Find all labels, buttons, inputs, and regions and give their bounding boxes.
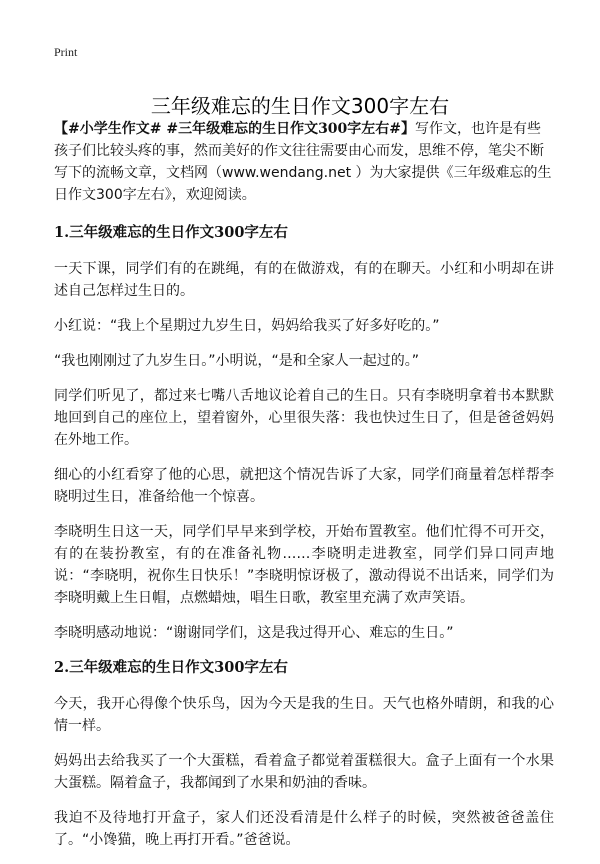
paragraph: 细心的小红看穿了他的心思，就把这个情况告诉了大家，同学们商量着怎样帮李晓明过生日，准备给他一个惊喜。 xyxy=(54,467,554,505)
intro-paragraph xyxy=(54,118,554,206)
paragraph: 李晓明感动地说：“谢谢同学们，这是我过得开心、难忘的生日。” xyxy=(54,625,454,641)
paragraph: “我也刚刚过了九岁生日。”小明说，“是和全家人一起过的。” xyxy=(54,353,420,369)
section-heading-2: 2.三年级难忘的生日作文300字左右 xyxy=(54,659,288,676)
paragraph: 小红说：“我上个星期过九岁生日，妈妈给我买了好多好吃的。” xyxy=(54,318,440,334)
paragraph: 同学们听见了，都过来七嘴八舌地议论着自己的生日。只有李晓明拿着书本默默地回到自己的座位上，望着窗外，心里很失落：我也快过生日了，但是爸爸妈妈在外地工作。 xyxy=(54,388,554,448)
paragraph: 一天下课，同学们有的在跳绳，有的在做游戏，有的在聊天。小红和小明却在讲述自己怎样过生日的。 xyxy=(54,261,554,299)
paragraph: 今天，我开心得像个快乐鸟，因为今天是我的生日。天气也格外晴朗，和我的心情一样。 xyxy=(54,696,554,734)
section-heading-1: 1.三年级难忘的生日作文300字左右 xyxy=(54,224,288,241)
paragraph: 我迫不及待地打开盒子，家人们还没看清是什么样子的时候，突然被爸爸盖住了。“小馋猫，晚上再打开看。”爸爸说。 xyxy=(54,810,554,848)
document-body xyxy=(54,118,554,864)
print-label[interactable]: Print xyxy=(54,45,78,59)
intro-text: 写作文，也许是有些孩子们比较头疼的事，然而美好的作文往往需要由心而发，思维不停，笔尖不断写下的流畅文章，文档网（www.wendang.net ）为大家提供《三年级难忘的生日作文300字左右》，欢迎阅读。 xyxy=(54,121,552,203)
paragraph: 妈妈出去给我买了一个大蛋糕，看着盒子都觉着蛋糕很大。盒子上面有一个水果大蛋糕。隔着盒子，我都闻到了水果和奶油的香味。 xyxy=(54,753,554,791)
page-title: 三年级难忘的生日作文300字左右 xyxy=(150,94,450,119)
intro-tag: 【#小学生作文# #三年级难忘的生日作文300字左右#】 xyxy=(54,121,416,137)
paragraph: 李晓明生日这一天，同学们早早来到学校，开始布置教室。他们忙得不可开交，有的在装扮教室，有的在准备礼物……李晓明走进教室，同学们异口同声地说：“李晓明，祝你生日快乐！”李晓明惊讶极了，激动得说不出话来，同学们为李晓明戴上生日帽，点燃蜡烛，唱生日歌，教室里充满了欢声笑语。 xyxy=(54,524,554,606)
